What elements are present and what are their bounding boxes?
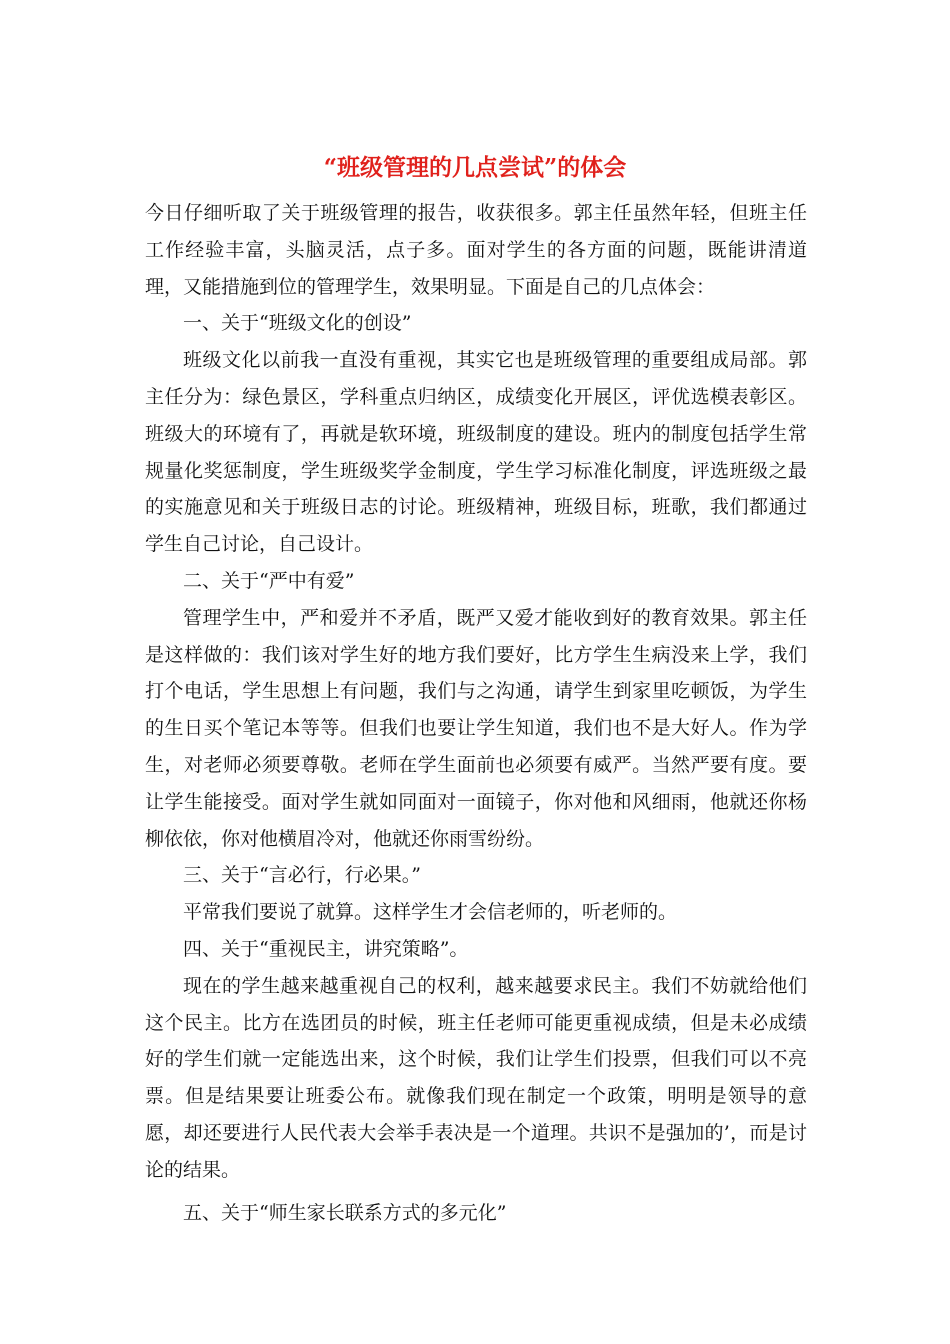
section-heading-1: 一、关于“班级文化的创设” (183, 312, 412, 335)
paragraph-section-1: 班级文化以前我一直没有重视，其实它也是班级管理的重要组成局部。郭主任分为：绿色景区，学科重点归纳区，成绩变化开展区，评优选模表彰区。班级大的环境有了，再就是软环境，班级制度的建设。班内的制度包括学生常规量化奖惩制度，学生班级奖学金制度，学生学习标准化制度，评选班级之最的实施意见和关于班级日志的讨论。班级精神，班级目标，班歌，我们都通过学生自己讨论，自己设计。 (145, 349, 807, 556)
paragraph-intro: 今日仔细听取了关于班级管理的报告，收获很多。郭主任虽然年轻，但班主任工作经验丰富，头脑灵活，点子多。面对学生的各方面的问题，既能讲清道理，又能措施到位的管理学生，效果明显。下面是自己的几点体会： (145, 202, 807, 298)
document-body (145, 195, 807, 1231)
paragraph-section-3: 平常我们要说了就算。这样学生才会信老师的，听老师的。 (183, 901, 678, 924)
section-heading-2: 二、关于“严中有爱” (183, 569, 355, 592)
paragraph-section-4: 现在的学生越来越重视自己的权利，越来越要求民主。我们不妨就给他们这个民主。比方在选团员的时候，班主任老师可能更重视成绩，但是未必成绩好的学生们就一定能选出来，这个时候，我们让学生们投票，但我们可以不亮票。但是结果要让班委公布。就像我们现在制定一个政策，明明是领导的意愿，却还要进行人民代表大会举手表决是一个道理。共识不是强加的’，而是讨论的结果。 (145, 974, 807, 1181)
paragraph-section-2: 管理学生中，严和爱并不矛盾，既严又爱才能收到好的教育效果。郭主任是这样做的：我们该对学生好的地方我们要好，比方学生生病没来上学，我们打个电话，学生思想上有问题，我们与之沟通，请学生到家里吃顿饭，为学生的生日买个笔记本等等。但我们也要让学生知道，我们也不是大好人。作为学生，对老师必须要尊敬。老师在学生面前也必须要有威严。当然严要有度。要让学生能接受。面对学生就如同面对一面镜子，你对他和风细雨，他就还你杨柳依依，你对他横眉冷对，他就还你雨雪纷纷。 (145, 606, 807, 850)
section-heading-3: 三、关于“言必行，行必果。” (183, 864, 421, 887)
document-title: “班级管理的几点尝试”的体会 (323, 154, 627, 181)
section-heading-4: 四、关于“重视民主，讲究策略”。 (183, 937, 469, 960)
section-heading-5: 五、关于“师生家长联系方式的多元化” (183, 1201, 507, 1224)
